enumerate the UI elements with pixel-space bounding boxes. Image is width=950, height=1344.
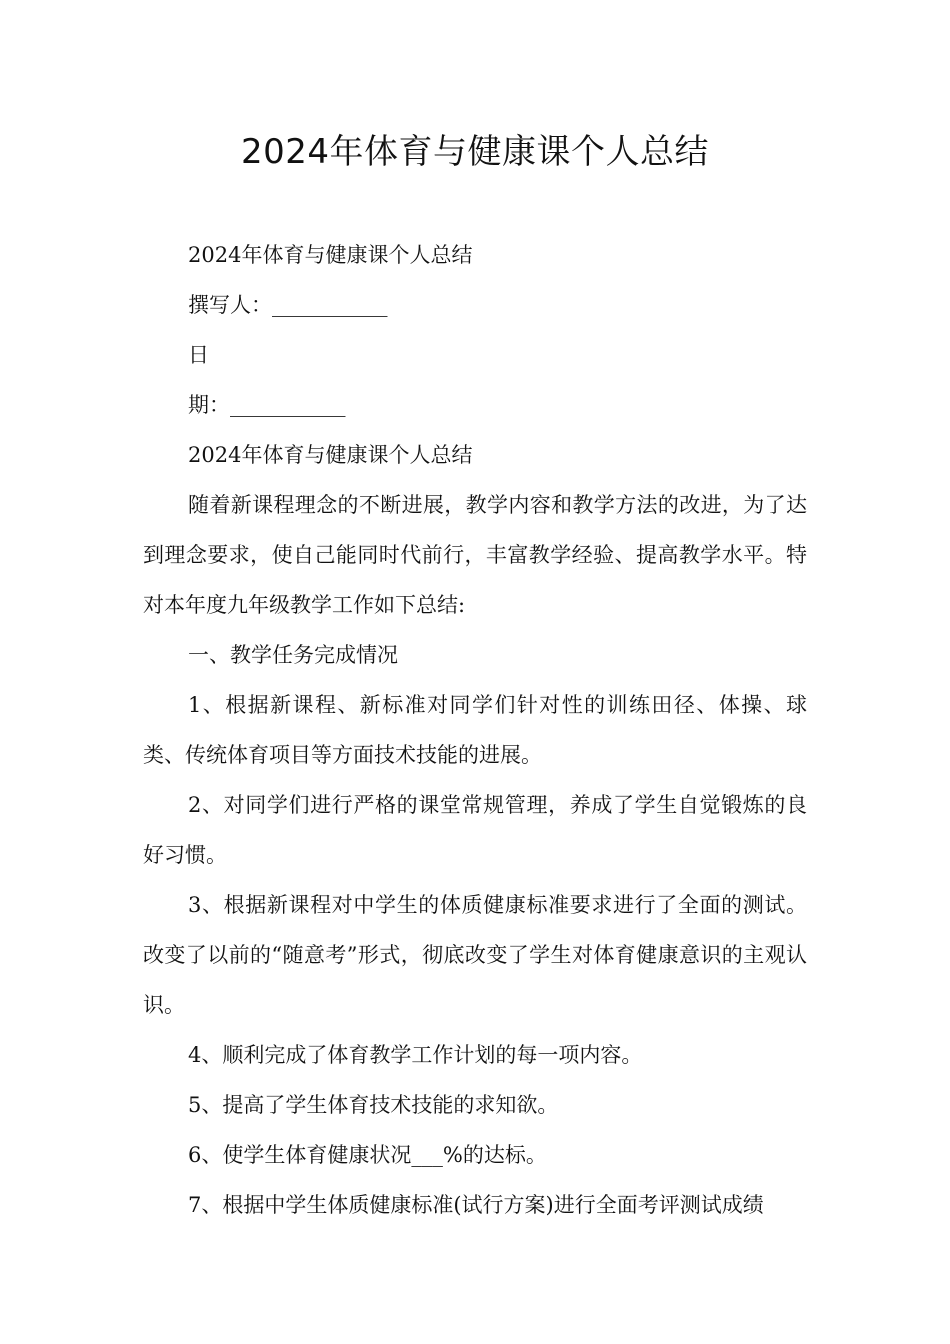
author-line: 撰写人：___________ bbox=[188, 293, 388, 317]
subtitle-repeat-line: 2024年体育与健康课个人总结 bbox=[188, 443, 473, 467]
paragraph-item-7: 7、根据中学生体质健康标准(试行方案)进行全面考评测试成绩 bbox=[188, 1193, 764, 1217]
paragraph-item-2: 2、对同学们进行严格的课堂常规管理，养成了学生自觉锻炼的良好习惯。 bbox=[143, 793, 807, 867]
paragraph-item-4: 4、顺利完成了体育教学工作计划的每一项内容。 bbox=[188, 1043, 643, 1067]
paragraph-intro: 随着新课程理念的不断进展，教学内容和教学方法的改进，为了达到理念要求，使自己能同时代前行，丰富教学经验、提高教学水平。特对本年度九年级教学工作如下总结: bbox=[143, 493, 807, 617]
section-heading-1: 一、教学任务完成情况 bbox=[188, 643, 398, 667]
paragraph-item-3: 3、根据新课程对中学生的体质健康标准要求进行了全面的测试。改变了以前的“随意考”形式，彻底改变了学生对体育健康意识的主观认识。 bbox=[143, 893, 807, 1017]
document-body bbox=[143, 230, 807, 1230]
paragraph-item-1: 1、根据新课程、新标准对同学们针对性的训练田径、体操、球类、传统体育项目等方面技术技能的进展。 bbox=[143, 693, 807, 767]
date-line-2: 期：___________ bbox=[188, 393, 346, 417]
date-line-1: 日 bbox=[188, 343, 209, 367]
subtitle-line: 2024年体育与健康课个人总结 bbox=[188, 243, 473, 267]
paragraph-item-5: 5、提高了学生体育技术技能的求知欲。 bbox=[188, 1093, 559, 1117]
paragraph-item-6: 6、使学生体育健康状况___%的达标。 bbox=[188, 1143, 547, 1167]
document-title: 2024年体育与健康课个人总结 bbox=[240, 132, 710, 172]
